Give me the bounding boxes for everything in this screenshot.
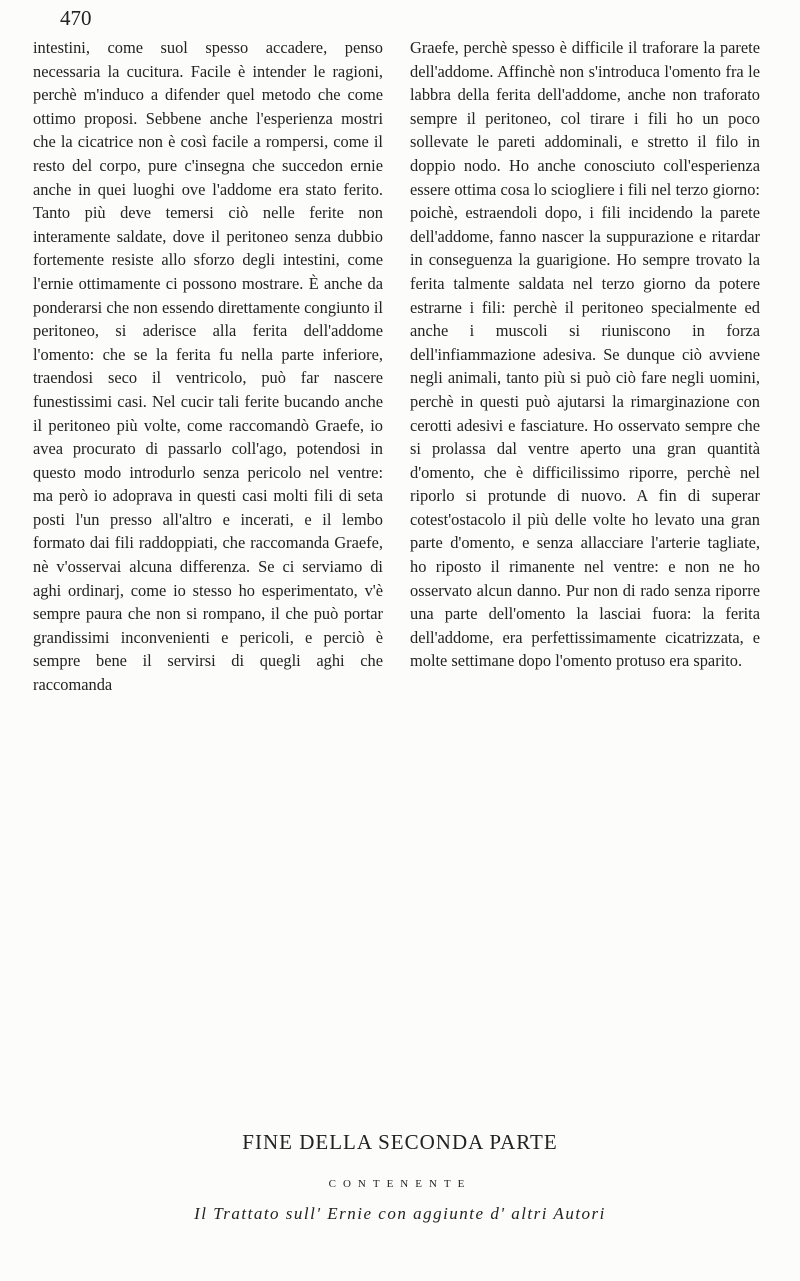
work-title: Il Trattato sull' Ernie con aggiunte d' altri Autori bbox=[194, 1204, 606, 1223]
left-column-text: intestini, come suol spesso accadere, penso necessaria la cucitura. Facile è intender le ragioni, perchè m'induco a difender quel metodo che come ottimo proposi. Sebbene anche l'esperienza mostri che la cicatrice non è così facile a rompersi, come il resto del corpo, pure c'insegna che succedon ernie anche in quei luoghi ove l'addome era stato ferito. Tanto più deve temersi ciò nelle ferite non interamente saldate, dove il peritoneo senza dubbio fortemente resiste allo sforzo degli intestini, come l'ernie ottimamente ci possono mostrare. È anche da ponderarsi che non essendo direttamente congiunto il peritoneo, si aderisce alla ferita dell'addome l'omento: che se la ferita fu nella parte inferiore, traendosi seco il ventricolo, può far nascere funestissimi casi. Nel cucir tali ferite bucando anche il peritoneo più volte, come raccomandò Graefe, io avea procurato di passarlo coll'ago, potendosi in questo modo introdurlo senza pericolo nel ventre: ma però io adoprava in questi casi molti fili di seta posti l'un presso all'altro e incerati, e il lembo formato dai fili raddoppiati, che raccomanda Graefe, nè v'osservai alcuna differenza. Se ci serviamo di aghi ordinarj, come io stesso ho esperimentato, v'è sempre paura che non si rompano, il che può portar grandissimi inconvenienti e pericoli, e perciò è sempre bene il servirsi di quegli aghi che raccomanda bbox=[33, 38, 383, 695]
left-column bbox=[33, 36, 383, 697]
page-number: 470 bbox=[60, 6, 92, 30]
contenente-label: CONTENENTE bbox=[328, 1178, 472, 1190]
right-column-text: Graefe, perchè spesso è difficile il traforare la parete dell'addome. Affinchè non s'introduca l'omento fra le labbra della ferita dell'addome, anche non traforato sempre il peritoneo, col tirare i fili ho un poco sollevate le pareti addominali, e stretto il filo in doppio nodo. Ho anche conosciuto coll'esperienza essere ottima cosa lo sciogliere i fili nel terzo giorno: poichè, estraendoli dopo, i fili incidendo la parete dell'addome, fanno nascer la suppurazione e ritardar in conseguenza la guarigione. Ho sempre trovato la ferita talmente saldata nel terzo giorno da potere estrarne i fili: perchè il peritoneo specialmente ed anche i muscoli si riuniscono in forza dell'infiammazione adesiva. Se dunque ciò avviene negli animali, tanto più si può ciò fare negli uomini, perchè in questi può ajutarsi la rimarginazione con cerotti adesivi e fasciature. Ho osservato sempre che si prolassa dal ventre aperto una gran quantità d'omento, che è difficilissimo riporre, perchè nel riporlo si protunde di nuovo. A fin di superar cotest'ostacolo il più delle volte ho levato una gran parte d'omento, e senza allacciare l'arterie tagliate, ho riposto il rimanente nel ventre: e non ne ho osservato alcun danno. Pur non di rado senza riporre una parte dell'omento la lasciai fuora: la ferita dell'addome, era perfettissimamente cicatrizzata, e molte settimane dopo l'omento protuso era sparito. bbox=[410, 38, 760, 671]
right-column bbox=[410, 36, 760, 673]
end-of-part-heading: FINE DELLA SECONDA PARTE bbox=[242, 1130, 558, 1154]
